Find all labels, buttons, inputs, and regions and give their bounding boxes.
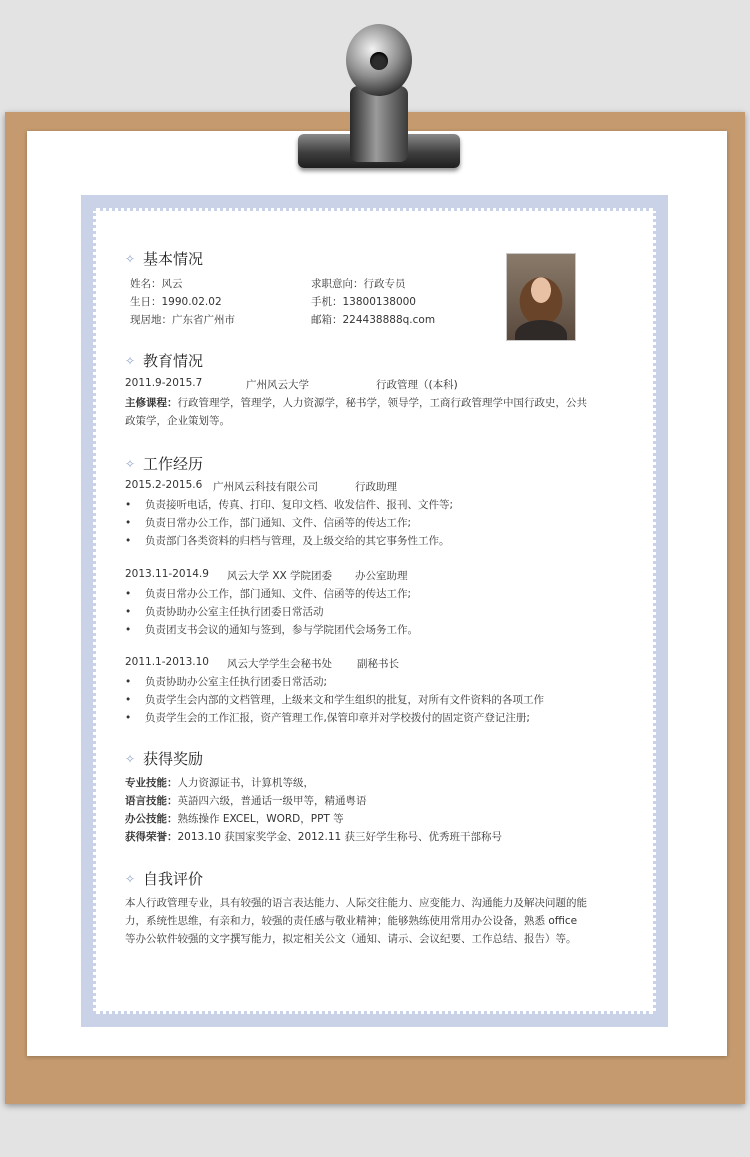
section-title: 自我评价 [143, 870, 204, 888]
list-item [125, 515, 411, 530]
bullet-dot-icon: • [125, 588, 132, 600]
list-item [125, 710, 530, 725]
award-row [125, 775, 314, 790]
edu-courses-line2: 政策学，企业策划等。 [125, 415, 230, 427]
clip-hole [370, 52, 388, 70]
job-role: 副秘书长 [357, 658, 399, 670]
job-company: 广州风云科技有限公司 [213, 481, 318, 493]
section-title: 工作经历 [143, 455, 204, 473]
job-role: 办公室助理 [355, 570, 408, 582]
job-role: 行政助理 [355, 481, 397, 493]
list-item-text: 负责协助办公室主任执行团委日常活动; [145, 676, 328, 688]
award-label: 办公技能： [125, 813, 178, 825]
list-item-text: 负责接听电话，传真、打印、复印文档、收发信件、报刊、文件等; [145, 499, 454, 511]
diamond-star-icon: ✧ [125, 251, 136, 266]
section-awards-heading [125, 748, 203, 769]
section-title: 基本情况 [143, 250, 204, 268]
award-row [125, 829, 502, 844]
job-company: 风云大学学生会秘书处 [227, 658, 332, 670]
job-period: 2015.2-2015.6 [125, 479, 203, 491]
self-line1: 本人行政管理专业，具有较强的语言表达能力、人际交往能力、应变能力、沟通能力及解决问题的能 [125, 897, 587, 909]
edu-courses-text: 行政管理学，管理学，人力资源学，秘书学，领导学，工商行政管理学中国行政史，公共 [177, 397, 587, 409]
photo-shoulders [515, 320, 567, 341]
edu-courses-label: 主修课程： [125, 397, 178, 409]
list-item [125, 604, 324, 619]
award-text: 人力资源证书，计算机等级， [177, 777, 314, 789]
bullet-dot-icon: • [125, 694, 132, 706]
award-label: 语言技能： [125, 795, 178, 807]
bullet-dot-icon: • [125, 712, 132, 724]
job-period: 2011.1-2013.10 [125, 656, 209, 668]
award-row [125, 793, 367, 808]
basic-intention: 求职意向：行政专员 [311, 278, 406, 290]
award-text: 熟练操作 EXCEL，WORD，PPT 等 [177, 813, 344, 825]
section-work-heading [125, 453, 203, 474]
list-item [125, 586, 411, 601]
edu-courses-line1 [125, 395, 587, 410]
list-item-text: 负责学生会的工作汇报，资产管理工作,保管印章并对学校拨付的固定资产登记注册; [145, 712, 530, 724]
section-education-heading [125, 350, 203, 371]
binder-clip-icon [298, 24, 460, 172]
list-item-text: 负责协助办公室主任执行团委日常活动 [145, 606, 324, 618]
section-self-heading [125, 868, 203, 889]
clip-plate [350, 86, 408, 162]
edu-school: 广州风云大学 [246, 379, 309, 391]
diamond-star-icon: ✧ [125, 871, 136, 886]
award-label: 专业技能： [125, 777, 178, 789]
section-title: 获得奖励 [143, 750, 204, 768]
list-item [125, 497, 453, 512]
job-company: 风云大学 XX 学院团委 [227, 570, 333, 582]
section-basic-heading [125, 248, 203, 269]
list-item [125, 622, 418, 637]
bullet-dot-icon: • [125, 606, 132, 618]
bullet-dot-icon: • [125, 624, 132, 636]
edu-major: 行政管理（(本科) [376, 379, 458, 391]
award-text: 2013.10 获国家奖学金、2012.11 获三好学生称号、优秀班干部称号 [177, 831, 503, 843]
list-item [125, 692, 544, 707]
self-line2: 力，系统性思维，有亲和力，较强的责任感与敬业精神；能够熟练使用常用办公设备，熟悉 office [125, 915, 578, 927]
list-item-text: 负责团支书会议的通知与签到，参与学院团代会场务工作。 [145, 624, 418, 636]
list-item-text: 负责日常办公工作，部门通知、文件、信函等的传达工作; [145, 517, 412, 529]
bullet-dot-icon: • [125, 535, 132, 547]
self-line3: 等办公软件较强的文字撰写能力，拟定相关公文（通知、请示、会议纪要、工作总结、报告）等。 [125, 933, 577, 945]
list-item [125, 533, 450, 548]
diamond-star-icon: ✧ [125, 353, 136, 368]
bullet-dot-icon: • [125, 676, 132, 688]
edu-period: 2011.9-2015.7 [125, 377, 203, 389]
list-item [125, 674, 327, 689]
award-text: 英語四六级，普通话一级甲等，精通粤语 [177, 795, 367, 807]
profile-photo [506, 253, 576, 341]
basic-residence: 现居地：广东省广州市 [130, 314, 235, 326]
diamond-star-icon: ✧ [125, 751, 136, 766]
diamond-star-icon: ✧ [125, 456, 136, 471]
list-item-text: 负责日常办公工作，部门通知、文件、信函等的传达工作; [145, 588, 412, 600]
bullet-dot-icon: • [125, 499, 132, 511]
bullet-dot-icon: • [125, 517, 132, 529]
award-label: 获得荣誉： [125, 831, 178, 843]
list-item-text: 负责学生会内部的文档管理，上级来文和学生组织的批复，对所有文件资料的各项工作 [145, 694, 544, 706]
section-title: 教育情况 [143, 352, 204, 370]
list-item-text: 负责部门各类资料的归档与管理，及上级交给的其它事务性工作。 [145, 535, 450, 547]
basic-phone: 手机：13800138000 [311, 296, 416, 308]
basic-email: 邮箱：224438888q.com [311, 314, 436, 326]
job-period: 2013.11-2014.9 [125, 568, 209, 580]
basic-birth: 生日：1990.02.02 [130, 296, 222, 308]
basic-name: 姓名：风云 [130, 278, 183, 290]
award-row [125, 811, 344, 826]
